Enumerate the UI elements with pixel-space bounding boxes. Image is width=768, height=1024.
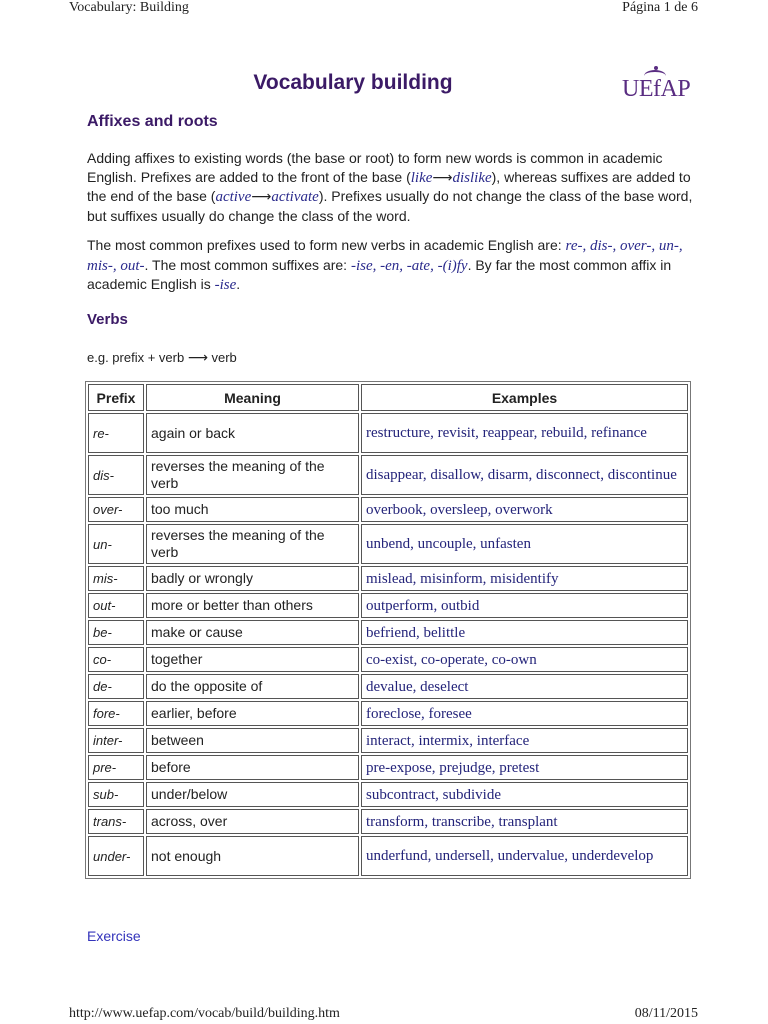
examples-cell: unbend, uncouple, unfasten — [361, 524, 688, 564]
uefap-logo[interactable] — [622, 76, 694, 108]
formula-text-1: e.g. prefix + verb — [87, 350, 188, 365]
prefix-cell: re- — [88, 413, 144, 453]
para2-text-3: . By far the most common affix in academic English is — [87, 256, 672, 292]
arrow-right-icon: ⟶ — [187, 350, 208, 366]
table-row — [88, 809, 688, 834]
print-footer — [69, 1006, 698, 1022]
section-title: Affixes and roots — [87, 113, 218, 130]
table-row — [88, 728, 688, 753]
prefix-table — [85, 381, 691, 879]
table-row — [88, 701, 688, 726]
examples-cell: devalue, deselect — [361, 674, 688, 699]
examples-cell: interact, intermix, interface — [361, 728, 688, 753]
meaning-cell: before — [146, 755, 359, 780]
table-row — [88, 524, 688, 564]
meaning-cell: too much — [146, 497, 359, 522]
logo-arc-icon — [644, 70, 666, 82]
verbs-heading: Verbs — [87, 311, 128, 328]
print-header-title: Vocabulary: Building — [69, 0, 189, 15]
para2-text-1: The most common prefixes used to form new verbs in academic English are: — [87, 237, 566, 253]
prefix-cell: pre- — [88, 755, 144, 780]
table-row — [88, 674, 688, 699]
para2-text-4: . — [236, 276, 241, 292]
arrow-right-icon: ⟶ — [251, 189, 272, 205]
meaning-cell: more or better than others — [146, 593, 359, 618]
meaning-cell: together — [146, 647, 359, 672]
common-prefixes-list: re-, dis-, over-, un-, mis-, out- — [87, 238, 683, 274]
examples-cell: subcontract, subdivide — [361, 782, 688, 807]
common-affixes-paragraph — [87, 236, 697, 295]
meaning-cell: reverses the meaning of the verb — [146, 455, 359, 495]
table-body — [88, 413, 688, 876]
meaning-cell: not enough — [146, 836, 359, 876]
meaning-cell: again or back — [146, 413, 359, 453]
prefix-cell: be- — [88, 620, 144, 645]
table-row — [88, 413, 688, 453]
page-title: Vocabulary building — [253, 71, 453, 94]
common-suffixes-list: -ise, -en, -ate, -(i)fy — [350, 257, 468, 274]
prefix-cell: de- — [88, 674, 144, 699]
meaning-cell: between — [146, 728, 359, 753]
table-row — [88, 782, 688, 807]
header-meaning: Meaning — [146, 384, 359, 411]
header-examples: Examples — [361, 384, 688, 411]
meaning-cell: earlier, before — [146, 701, 359, 726]
examples-cell: transform, transcribe, transplant — [361, 809, 688, 834]
example-like: like — [410, 169, 433, 186]
examples-cell: disappear, disallow, disarm, disconnect, discontinue — [361, 455, 688, 495]
prefix-cell: co- — [88, 647, 144, 672]
examples-cell: pre-expose, prejudge, pretest — [361, 755, 688, 780]
meaning-cell: make or cause — [146, 620, 359, 645]
print-footer-date: 08/11/2015 — [634, 1006, 698, 1021]
table-row — [88, 647, 688, 672]
intro-paragraph — [87, 149, 697, 225]
formula-text-2: verb — [207, 350, 237, 365]
para2-text-2: . The most common suffixes are: — [144, 256, 351, 273]
logo-text: UEfAP — [622, 76, 691, 102]
meaning-cell: under/below — [146, 782, 359, 807]
examples-cell: overbook, oversleep, overwork — [361, 497, 688, 522]
table-row — [88, 593, 688, 618]
prefix-cell: un- — [88, 524, 144, 564]
print-header — [69, 0, 698, 16]
examples-cell: co-exist, co-operate, co-own — [361, 647, 688, 672]
example-activate: activate — [271, 189, 319, 205]
prefix-cell: mis- — [88, 566, 144, 591]
examples-cell: restructure, revisit, reappear, rebuild, refinance — [361, 413, 688, 453]
meaning-cell: across, over — [146, 809, 359, 834]
exercise-link[interactable]: Exercise — [87, 928, 141, 944]
example-active: active — [215, 189, 252, 205]
table-row — [88, 497, 688, 522]
meaning-cell: reverses the meaning of the verb — [146, 524, 359, 564]
para1-text-1: Adding affixes to existing words (the base or root) to form new words is common in academic English. Prefixes are added to the front of the base ( — [87, 150, 663, 185]
examples-cell: underfund, undersell, undervalue, underdevelop — [361, 836, 688, 876]
examples-cell: outperform, outbid — [361, 593, 688, 618]
examples-cell: mislead, misinform, misidentify — [361, 566, 688, 591]
prefix-cell: trans- — [88, 809, 144, 834]
examples-cell: foreclose, foresee — [361, 701, 688, 726]
print-footer-url: http://www.uefap.com/vocab/build/building.htm — [69, 1006, 340, 1021]
most-common-affix: -ise — [214, 277, 237, 293]
print-header-page-number: Página 1 de 6 — [622, 0, 698, 15]
prefix-cell: under- — [88, 836, 144, 876]
meaning-cell: badly or wrongly — [146, 566, 359, 591]
header-prefix: Prefix — [88, 384, 144, 411]
table-row — [88, 455, 688, 495]
prefix-cell: over- — [88, 497, 144, 522]
table-row — [88, 566, 688, 591]
table-row — [88, 620, 688, 645]
example-formula — [87, 350, 237, 366]
prefix-cell: inter- — [88, 728, 144, 753]
meaning-cell: do the opposite of — [146, 674, 359, 699]
logo-dot-icon — [654, 66, 658, 70]
table-header-row — [88, 384, 688, 411]
prefix-cell: out- — [88, 593, 144, 618]
example-dislike: dislike — [452, 169, 492, 186]
table-row — [88, 755, 688, 780]
para1-text-2: ), whereas suffixes are added to the end of the base ( — [87, 168, 691, 204]
prefix-cell: fore- — [88, 701, 144, 726]
prefix-cell: dis- — [88, 455, 144, 495]
examples-cell: befriend, belittle — [361, 620, 688, 645]
prefix-cell: sub- — [88, 782, 144, 807]
para1-text-3: ). Prefixes usually do not change the class of the base word, but suffixes usually do change the class of the word. — [87, 188, 693, 224]
table-row — [88, 836, 688, 876]
arrow-right-icon: ⟶ — [432, 169, 453, 186]
